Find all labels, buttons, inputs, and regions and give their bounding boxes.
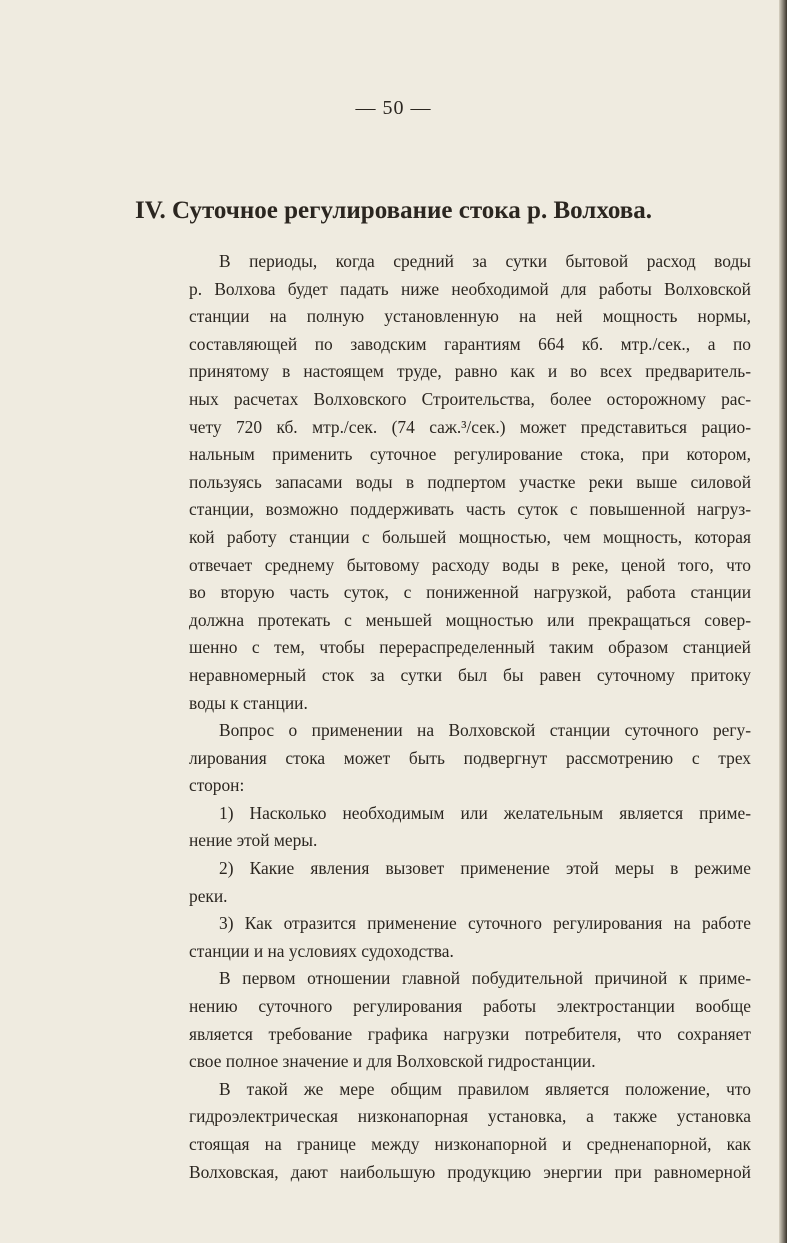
paragraph	[189, 910, 751, 965]
text-line: составляющей по заводским гарантиям 664 кб. мтр./сек., а по	[189, 333, 751, 354]
paragraph	[189, 717, 751, 800]
text-line: во вторую часть суток, с пониженной нагрузкой, работа станции	[189, 582, 751, 603]
page-number: — 50 —	[355, 97, 432, 119]
text-line: воды к станции.	[189, 692, 308, 713]
text-line: нение этой меры.	[189, 830, 318, 851]
text-line: неравномерный сток за сутки был бы равен суточному притоку	[189, 664, 751, 685]
text-line: 1) Насколько необходимым или желательным является приме-	[219, 802, 751, 823]
text-line: сторон:	[189, 775, 245, 796]
paragraph	[189, 855, 751, 910]
text-line: реки.	[189, 885, 228, 906]
text-line: В периоды, когда средний за сутки бытовой расход воды	[219, 251, 751, 271]
section-heading: IV. Суточное регулирование стока р. Волхова.	[134, 197, 653, 224]
text-line: пользуясь запасами воды в подпертом участке реки выше силовой	[189, 471, 751, 492]
text-line: 2) Какие явления вызовет применение этой меры в режиме	[219, 858, 751, 879]
text-line: свое полное значение и для Волховской гидростанции.	[189, 1051, 596, 1072]
text-line: станции на полную установленную на ней мощность нормы,	[189, 306, 751, 327]
text-line: Волховская, дают наибольшую продукцию энергии при равномерной	[189, 1161, 751, 1182]
text-line: гидроэлектрическая низконапорная установка, а также установка	[189, 1106, 751, 1127]
text-line: 3) Как отразится применение суточного регулирования на работе	[219, 913, 751, 934]
text-line: станции и на условиях судоходства.	[189, 940, 454, 961]
text-line: должна протекать с меньшей мощностью или прекращаться совер-	[189, 609, 751, 630]
text-line: В такой же мере общим правилом является положение, что	[219, 1078, 751, 1099]
page-edge-shadow	[779, 0, 787, 1243]
text-line: шенно с тем, чтобы перераспределенный таким образом станцией	[189, 637, 751, 658]
body-text	[189, 248, 751, 1186]
text-line: станции, возможно поддерживать часть суток с повышенной нагруз-	[189, 499, 751, 520]
text-line: лирования стока может быть подвергнут рассмотрению с трех	[189, 747, 751, 768]
text-line: В первом отношении главной побудительной причиной к приме-	[219, 968, 751, 989]
text-line: Вопрос о применении на Волховской станции суточного регу-	[219, 720, 751, 741]
text-line: кой работу станции с большей мощностью, чем мощность, которая	[189, 526, 751, 547]
text-line: нению суточного регулирования работы электростанции вообще	[189, 996, 751, 1017]
text-line: р. Волхова будет падать ниже необходимой для работы Волховской	[189, 278, 751, 299]
text-line: стоящая на границе между низконапорной и средненапорной, как	[189, 1134, 751, 1154]
text-line: принятому в настоящем труде, равно как и во всех предваритель-	[189, 361, 751, 382]
text-line: чету 720 кб. мтр./сек. (74 саж.³/сек.) может представиться рацио-	[189, 416, 751, 437]
paragraph	[189, 248, 751, 717]
paragraph	[189, 1076, 751, 1186]
text-line: ных расчетах Волховского Строительства, более осторожному рас-	[189, 388, 751, 409]
paragraph	[189, 965, 751, 1075]
text-line: отвечает среднему бытовому расходу воды в реке, ценой того, что	[189, 554, 751, 575]
paragraph	[189, 800, 751, 855]
text-line: является требование графика нагрузки потребителя, что сохраняет	[189, 1023, 751, 1044]
text-line: нальным применить суточное регулирование стока, при котором,	[189, 444, 751, 465]
